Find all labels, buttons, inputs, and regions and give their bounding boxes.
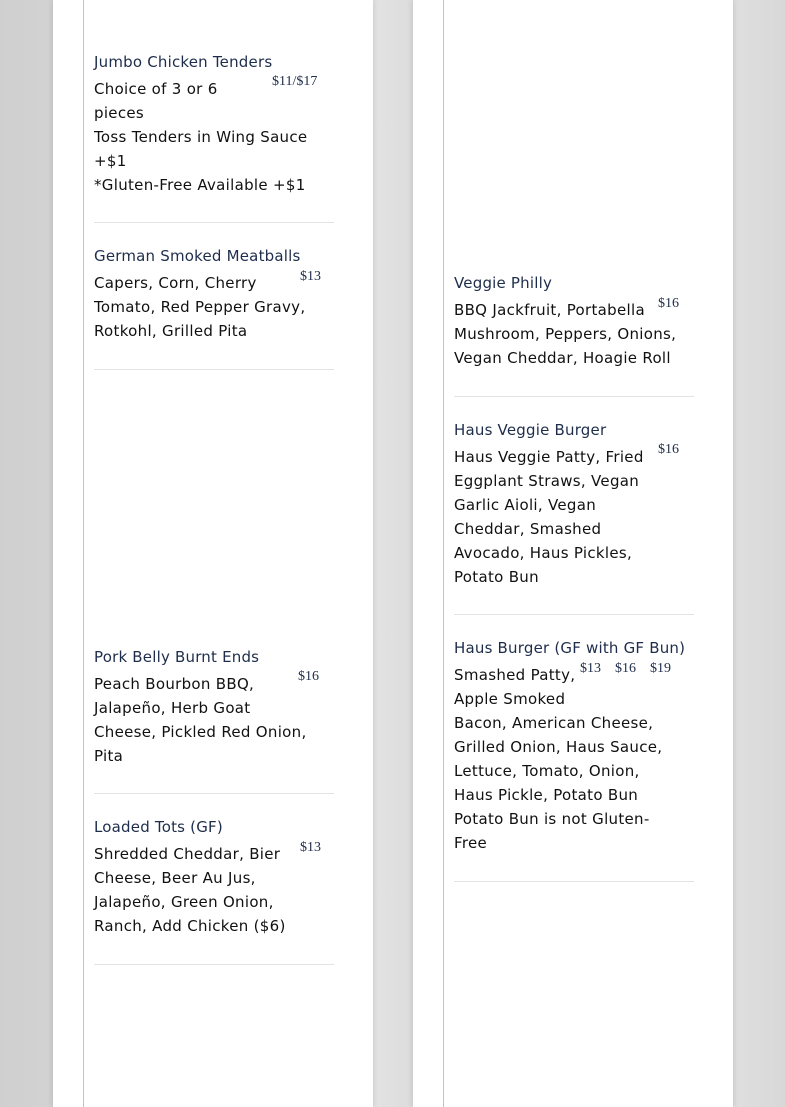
menu-item-description-line: Shredded Cheddar, Bier <box>94 845 281 863</box>
menu-item-name: Veggie Philly <box>454 274 553 292</box>
menu-item-description-line: Lettuce, Tomato, Onion, <box>454 762 640 780</box>
menu-item-description-line: Grilled Onion, Haus Sauce, <box>454 738 663 756</box>
menu-item-description-line: Haus Pickle, Potato Bun <box>454 786 639 804</box>
menu-item-description-line: Cheese, Beer Au Jus, <box>94 869 256 887</box>
menu-item-description-line: Mushroom, Peppers, Onions, <box>454 325 677 343</box>
menu-item-name: Haus Burger (GF with GF Bun) <box>454 639 686 657</box>
menu-item-prices <box>580 661 671 677</box>
menu-item-description-line: Avocado, Haus Pickles, <box>454 544 633 562</box>
menu-item-price: $16 <box>658 442 679 457</box>
left-gold-rule <box>83 0 84 1107</box>
menu-item-name: Loaded Tots (GF) <box>94 818 223 836</box>
menu-item-description-line: Cheddar, Smashed <box>454 520 602 538</box>
menu-item-description-line: Tomato, Red Pepper Gravy, <box>94 298 306 316</box>
menu-item-name: Pork Belly Burnt Ends <box>94 648 260 666</box>
menu-item-description-line: Toss Tenders in Wing Sauce <box>94 128 308 146</box>
menu-item-name: Haus Veggie Burger <box>454 421 607 439</box>
menu-item-price: $16 <box>615 661 636 676</box>
menu-item-description-line: Bacon, American Cheese, <box>454 714 654 732</box>
menu-item-description-line: Potato Bun <box>454 568 539 586</box>
menu-item-price: $16 <box>658 296 679 311</box>
menu-item-description-line: Pita <box>94 747 124 765</box>
menu-item-description-line: Eggplant Straws, Vegan <box>454 472 640 490</box>
menu-item-description-line: Vegan Cheddar, Hoagie Roll <box>454 349 671 367</box>
menu-item-name: Jumbo Chicken Tenders <box>94 53 273 71</box>
menu-item-price: $13 <box>300 269 321 284</box>
menu-item-description-line: pieces <box>94 104 145 122</box>
menu-item-description-line: Capers, Corn, Cherry <box>94 274 257 292</box>
menu-item-description-line: Jalapeño, Green Onion, <box>94 893 274 911</box>
menu-item-price: $19 <box>650 661 671 676</box>
menu-item-price: $13 <box>580 661 601 676</box>
menu-item-description-line: Rotkohl, Grilled Pita <box>94 322 248 340</box>
menu-item-description-line: Apple Smoked <box>454 690 566 708</box>
menu-item-price: $16 <box>298 669 319 684</box>
menu-item-price: $13 <box>300 840 321 855</box>
menu-item-description-line: Ranch, Add Chicken ($6) <box>94 917 286 935</box>
menu-item-description-line: Cheese, Pickled Red Onion, <box>94 723 307 741</box>
menu-item-description-line: Peach Bourbon BBQ, <box>94 675 255 693</box>
menu-item-description-line: Smashed Patty, <box>454 666 576 684</box>
menu-item-description-line: Free <box>454 834 488 852</box>
menu-item-description-line: Potato Bun is not Gluten- <box>454 810 650 828</box>
menu-item <box>94 246 334 370</box>
menu-item-description-line: +$1 <box>94 152 127 170</box>
right-gold-rule <box>443 0 444 1107</box>
menu-item-description-line: Jalapeño, Herb Goat <box>94 699 251 717</box>
menu-item-description-line: BBQ Jackfruit, Portabella <box>454 301 645 319</box>
menu-item-description-line: *Gluten-Free Available +$1 <box>94 176 306 194</box>
menu-item <box>454 273 694 397</box>
menu-item-name: German Smoked Meatballs <box>94 247 301 265</box>
menu-item-description-line: Haus Veggie Patty, Fried <box>454 448 644 466</box>
menu-item-price: $11/$17 <box>272 74 318 89</box>
menu-item <box>94 817 334 965</box>
menu-item-description-line: Garlic Aioli, Vegan <box>454 496 597 514</box>
menu-item-description-line: Choice of 3 or 6 <box>94 80 218 98</box>
